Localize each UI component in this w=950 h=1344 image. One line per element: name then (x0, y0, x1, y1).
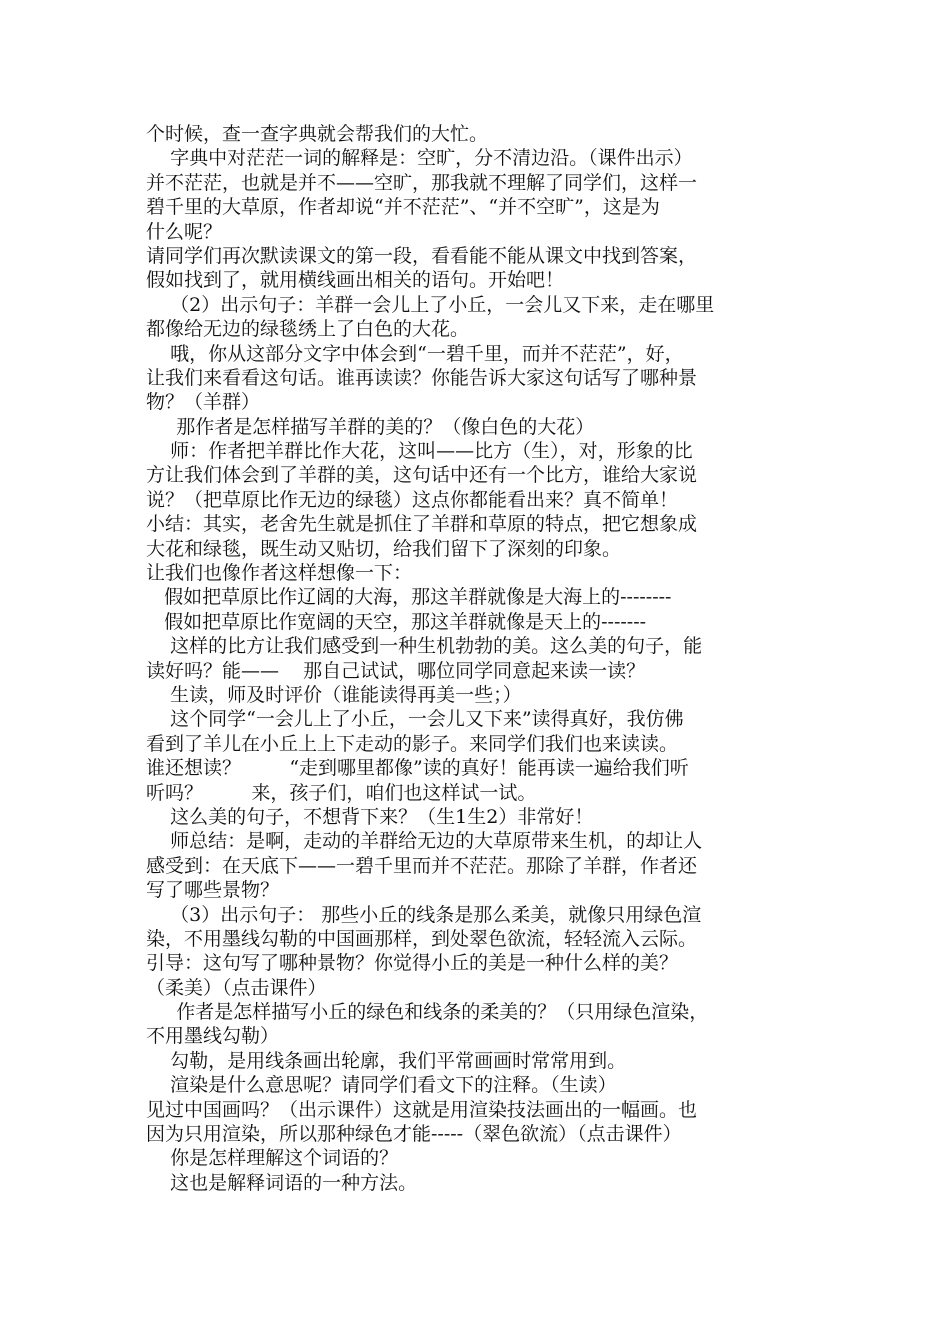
text-line: 生读，师及时评价（谁能读得再美一些；） (146, 683, 522, 706)
text-line: 哦，你从这部分文字中体会到“一碧千里，而并不茫茫”，好， (146, 342, 684, 365)
text-line: 师总结：是啊，走动的羊群给无边的大草原带来生机，的却让人 (146, 830, 703, 853)
text-line: 师：作者把羊群比作大花，这叫——比方（生），对，形象的比 (146, 440, 693, 463)
text-line: （2）出示句子：羊群一会儿上了小丘，一会儿又下来，走在哪里 (146, 293, 715, 316)
text-line: 什么呢？ (146, 220, 223, 243)
text-line: 那作者是怎样描写羊群的美的？（像白色的大花） (146, 415, 595, 438)
document-body (146, 122, 810, 1195)
text-line: 小结：其实，老舍先生就是抓住了羊群和草原的特点，把它想象成 (146, 513, 698, 536)
text-line: 因为只用渲染，所以那种绿色才能-----（翠色欲流）（点击课件） (146, 1123, 682, 1146)
text-line: 方让我们体会到了羊群的美，这句话中还有一个比方，谁给大家说 (146, 464, 698, 487)
text-line: 渲染是什么意思呢？请同学们看文下的注释。（生读） (146, 1074, 617, 1097)
text-line: 假如把草原比作宽阔的天空，那这羊群就像是天上的------- (146, 610, 647, 633)
text-line: （柔美）（点击课件） (146, 976, 327, 999)
text-line: 并不茫茫，也就是并不——空旷，那我就不理解了同学们，这样一 (146, 171, 698, 194)
text-line: 看到了羊儿在小丘上上下走动的影子。来同学们我们也来读读。 (146, 732, 679, 755)
text-line: 字典中对茫茫一词的解释是：空旷，分不清边沿。（课件出示） (146, 147, 693, 170)
text-line: 作者是怎样描写小丘的绿色和线条的柔美的？（只用绿色渲染， (146, 1001, 709, 1024)
text-line: 感受到：在天底下——一碧千里而并不茫茫。那除了羊群，作者还 (146, 854, 698, 877)
text-line: 个时候，查一查字典就会帮我们的大忙。 (146, 123, 489, 145)
text-line: 读好吗？能—— 那自己试试，哪位同学同意起来读一读？ (146, 659, 646, 682)
text-line: 让我们也像作者这样想像一下： (146, 562, 413, 585)
text-line: 这个同学“一会儿上了小丘，一会儿又下来”读得真好，我仿佛 (146, 708, 684, 731)
text-line: 让我们来看看这句话。谁再读读？你能告诉大家这句话写了哪种景 (146, 366, 698, 389)
text-line: 染，不用墨线勾勒的中国画那样，到处翠色欲流，轻轻流入云际。 (146, 927, 698, 950)
text-line: 假如找到了，就用横线画出相关的语句。开始吧！ (146, 269, 565, 292)
text-line: 这样的比方让我们感受到一种生机勃勃的美。这么美的句子，能 (146, 635, 703, 658)
text-line: 引导：这句写了哪种景物？你觉得小丘的美是一种什么样的美？ (146, 952, 679, 975)
text-line: 你是怎样理解这个词语的？ (146, 1147, 399, 1170)
text-line: 这么美的句子，不想背下来？（生1生2）非常好！ (146, 805, 594, 828)
text-line: 听吗？ 来，孩子们，咱们也这样试一试。 (146, 781, 537, 804)
text-line: 都像给无边的绿毯绣上了白色的大花。 (146, 318, 470, 341)
text-line: 写了哪些景物？ (146, 879, 280, 902)
text-line: 谁还想读？ “走到哪里都像”读的真好！能再读一遍给我们听 (146, 757, 689, 780)
text-line: （3）出示句子： 那些小丘的线条是那么柔美，就像只用绿色渲 (146, 903, 702, 926)
text-line: 不用墨线勾勒） (146, 1025, 280, 1048)
text-line: 假如把草原比作辽阔的大海，那这羊群就像是大海上的-------- (146, 586, 672, 609)
text-line: 这也是解释词语的一种方法。 (146, 1171, 418, 1194)
text-line: 见过中国画吗？（出示课件）这就是用渲染技法画出的一幅画。也 (146, 1098, 698, 1121)
text-line: 碧千里的大草原，作者却说“并不茫茫”、“并不空旷”，这是为 (146, 196, 660, 219)
text-line: 勾勒，是用线条画出轮廓，我们平常画画时常常用到。 (146, 1049, 627, 1072)
text-line: 大花和绿毯，既生动又贴切，给我们留下了深刻的印象。 (146, 537, 622, 560)
text-line: 请同学们再次默读课文的第一段，看看能不能从课文中找到答案， (146, 244, 698, 267)
text-line: 说？（把草原比作无边的绿毯）这点你都能看出来？真不简单！ (146, 488, 679, 511)
text-line: 物？（羊群） (146, 391, 261, 414)
